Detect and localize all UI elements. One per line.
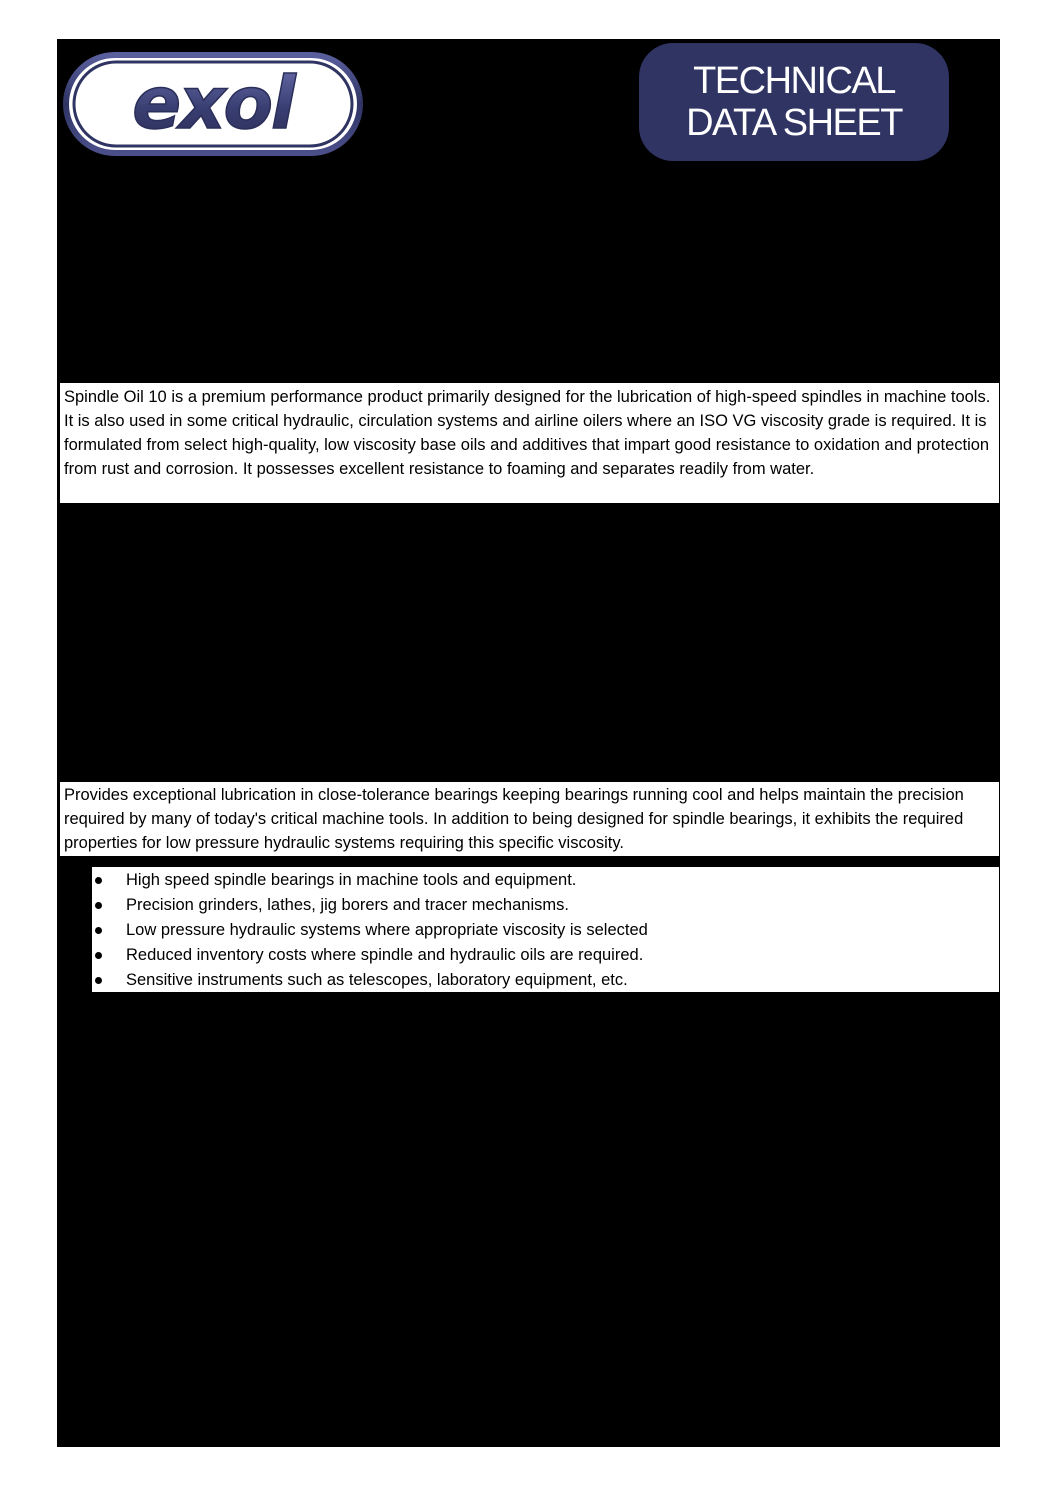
exol-logo — [63, 52, 363, 156]
bullet-icon — [95, 977, 102, 984]
list-item: Reduced inventory costs where spindle and hydraulic oils are required. — [92, 943, 999, 968]
product-description-text: Spindle Oil 10 is a premium performance product primarily designed for the lubrication of high-speed spindles in machine tools. It is also used in some critical hydraulic, circulation systems and airline oilers where an ISO VG viscosity grade is required. It is formulated from select high-quality, low viscosity base oils and additives that impart good resistance to oxidation and protection from rust and corrosion. It possesses excellent resistance to foaming and separates readily from water. — [64, 388, 991, 478]
applications-list — [92, 867, 999, 992]
product-description — [60, 383, 999, 503]
list-item: Sensitive instruments such as telescopes, laboratory equipment, etc. — [92, 968, 999, 993]
badge-line-2: DATA SHEET — [686, 102, 902, 144]
bullet-icon — [95, 877, 102, 884]
bullet-icon — [95, 902, 102, 909]
redacted-page-area — [57, 39, 1000, 1447]
performance-benefits-text: Provides exceptional lubrication in close-tolerance bearings keeping bearings running cool and helps maintain the precision required by many of today's critical machine tools. In addition to being designed for spindle bearings, it exhibits the required properties for low pressure hydraulic systems requiring this specific viscosity. — [64, 786, 964, 852]
list-item: Precision grinders, lathes, jig borers and tracer mechanisms. — [92, 893, 999, 918]
list-item: Low pressure hydraulic systems where appropriate viscosity is selected — [92, 918, 999, 943]
bullet-icon — [95, 927, 102, 934]
badge-line-1: TECHNICAL — [693, 60, 895, 102]
bullet-icon — [95, 952, 102, 959]
list-item: High speed spindle bearings in machine tools and equipment. — [92, 868, 999, 893]
logo-wordmark: exol — [132, 61, 294, 145]
performance-benefits — [60, 782, 999, 856]
technical-data-sheet-badge — [639, 43, 949, 161]
